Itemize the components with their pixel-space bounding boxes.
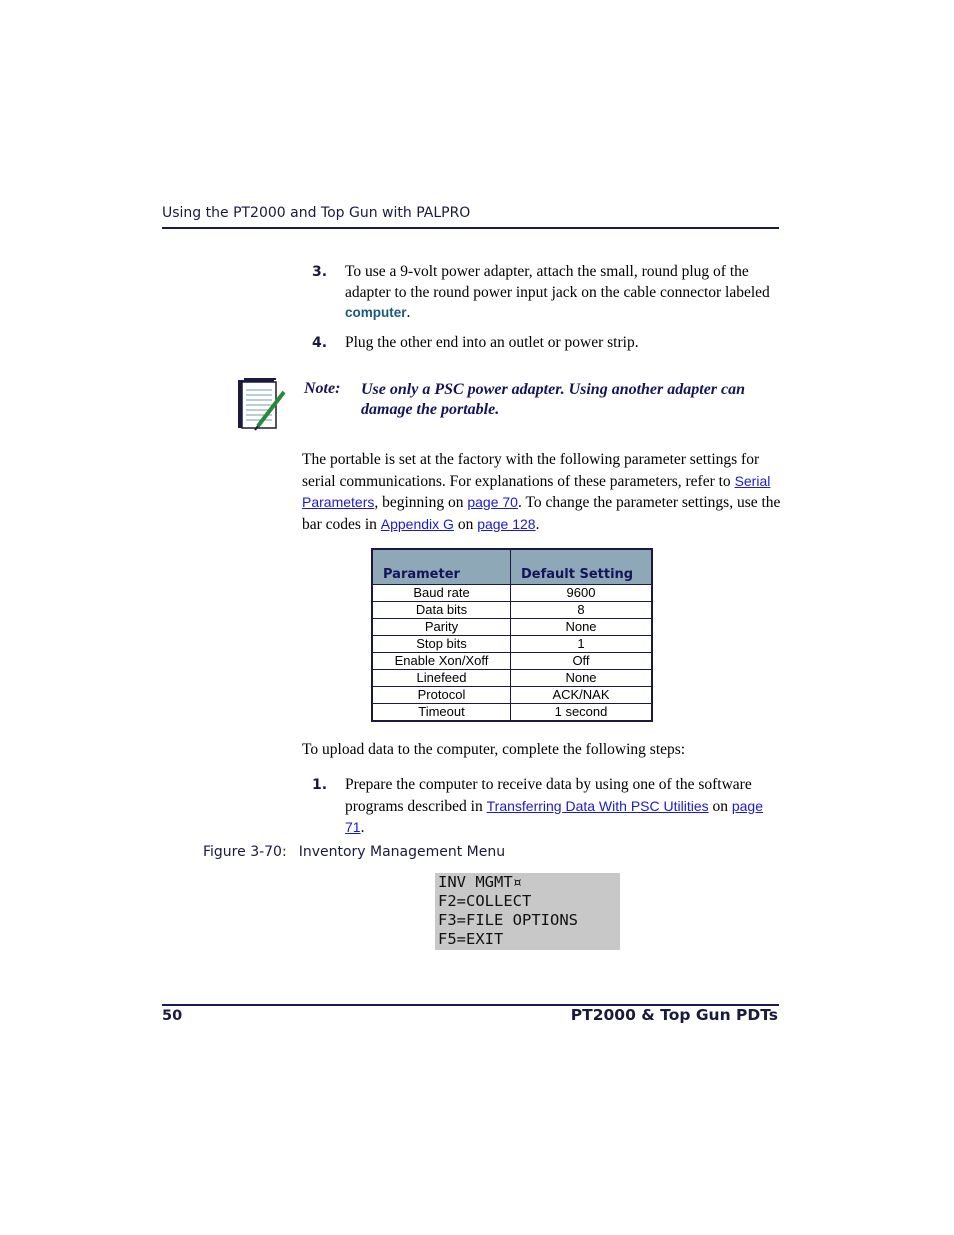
step-1 bbox=[312, 775, 782, 839]
book-title: PT2000 & Top Gun PDTs bbox=[570, 1006, 778, 1024]
step-number: 1. bbox=[312, 777, 328, 793]
page-number: 50 bbox=[162, 1008, 183, 1024]
parameter-cell: Parity bbox=[372, 619, 511, 636]
default-setting-cell: 8 bbox=[511, 602, 653, 619]
default-setting-cell: 9600 bbox=[511, 585, 653, 602]
terminal-screen bbox=[435, 873, 620, 950]
column-header-parameter: Parameter bbox=[372, 549, 511, 585]
parameter-cell: Baud rate bbox=[372, 585, 511, 602]
step-text-part: To use a 9-volt power adapter, attach the small, round plug of the adapter to the round power input jack on the cable connector labeled bbox=[345, 263, 770, 301]
link-appendix-g[interactable]: Appendix G bbox=[380, 515, 454, 532]
figure-title: Inventory Management Menu bbox=[298, 844, 506, 860]
table-row bbox=[372, 704, 652, 722]
table-row bbox=[372, 636, 652, 653]
table-header-row bbox=[372, 549, 652, 585]
parameter-table bbox=[371, 548, 653, 722]
link-page-128[interactable]: page 128 bbox=[477, 515, 536, 532]
screen-line: F5=EXIT bbox=[438, 930, 504, 948]
parameter-cell: Linefeed bbox=[372, 670, 511, 687]
parameter-cell: Enable Xon/Xoff bbox=[372, 653, 511, 670]
step-text-part: . bbox=[360, 819, 365, 836]
figure-label: Figure 3-70: bbox=[203, 844, 287, 860]
default-setting-cell: 1 second bbox=[511, 704, 653, 722]
step-4 bbox=[312, 333, 782, 354]
link-transferring-data[interactable]: Transferring Data With PSC Utilities bbox=[486, 797, 709, 814]
header-rule bbox=[162, 227, 779, 229]
step-text bbox=[345, 262, 782, 324]
paragraph-text: , beginning on bbox=[374, 494, 468, 511]
step-text-part: . bbox=[406, 304, 411, 321]
step-number: 4. bbox=[312, 335, 328, 351]
step-text bbox=[345, 775, 782, 839]
link-page-71[interactable]: page 71 bbox=[345, 797, 764, 835]
screen-line: INV MGMT¤ bbox=[438, 873, 522, 891]
default-setting-cell: ACK/NAK bbox=[511, 687, 653, 704]
intro-paragraph bbox=[302, 450, 782, 535]
connector-label: computer bbox=[345, 305, 407, 320]
link-page-70[interactable]: page 70 bbox=[467, 494, 518, 510]
step-text: Plug the other end into an outlet or power strip. bbox=[345, 334, 639, 351]
table-row bbox=[372, 670, 652, 687]
step-number: 3. bbox=[312, 264, 328, 280]
default-setting-cell: Off bbox=[511, 653, 653, 670]
table-row bbox=[372, 585, 652, 602]
screen-line: F2=COLLECT bbox=[438, 892, 532, 910]
note-label: Note: bbox=[304, 380, 341, 397]
table-row bbox=[372, 687, 652, 704]
paragraph-text: on bbox=[453, 515, 478, 533]
step-text-part: on bbox=[708, 797, 732, 815]
table-row bbox=[372, 619, 652, 636]
column-header-default-setting: Default Setting bbox=[511, 549, 653, 585]
paragraph-text: The portable is set at the factory with the following parameter settings for serial communications. For explanations of these parameters, refer to bbox=[302, 451, 760, 490]
default-setting-cell: 1 bbox=[511, 636, 653, 653]
step-3 bbox=[312, 262, 782, 324]
parameter-cell: Data bits bbox=[372, 602, 511, 619]
parameter-cell: Timeout bbox=[372, 704, 511, 722]
table-body bbox=[372, 585, 652, 722]
paragraph-text: . bbox=[535, 515, 540, 533]
parameter-cell: Protocol bbox=[372, 687, 511, 704]
note-text: Use only a PSC power adapter. Using another adapter can damage the portable. bbox=[361, 381, 746, 418]
figure-caption bbox=[203, 844, 505, 860]
table-row bbox=[372, 602, 652, 619]
parameter-cell: Stop bits bbox=[372, 636, 511, 653]
step-text-part: Prepare the computer to receive data by using one of the software programs described in bbox=[345, 776, 752, 815]
notepad-pencil-icon bbox=[234, 376, 286, 432]
screen-line: F3=FILE OPTIONS bbox=[438, 911, 578, 929]
running-header: Using the PT2000 and Top Gun with PALPRO bbox=[162, 205, 471, 221]
default-setting-cell: None bbox=[511, 670, 653, 687]
link-serial-parameters[interactable]: Serial Parameters bbox=[302, 472, 771, 510]
table-row bbox=[372, 653, 652, 670]
paragraph-text: . To change the parameter settings, use the bar codes in bbox=[302, 494, 781, 533]
default-setting-cell: None bbox=[511, 619, 653, 636]
upload-intro: To upload data to the computer, complete the following steps: bbox=[302, 741, 686, 758]
